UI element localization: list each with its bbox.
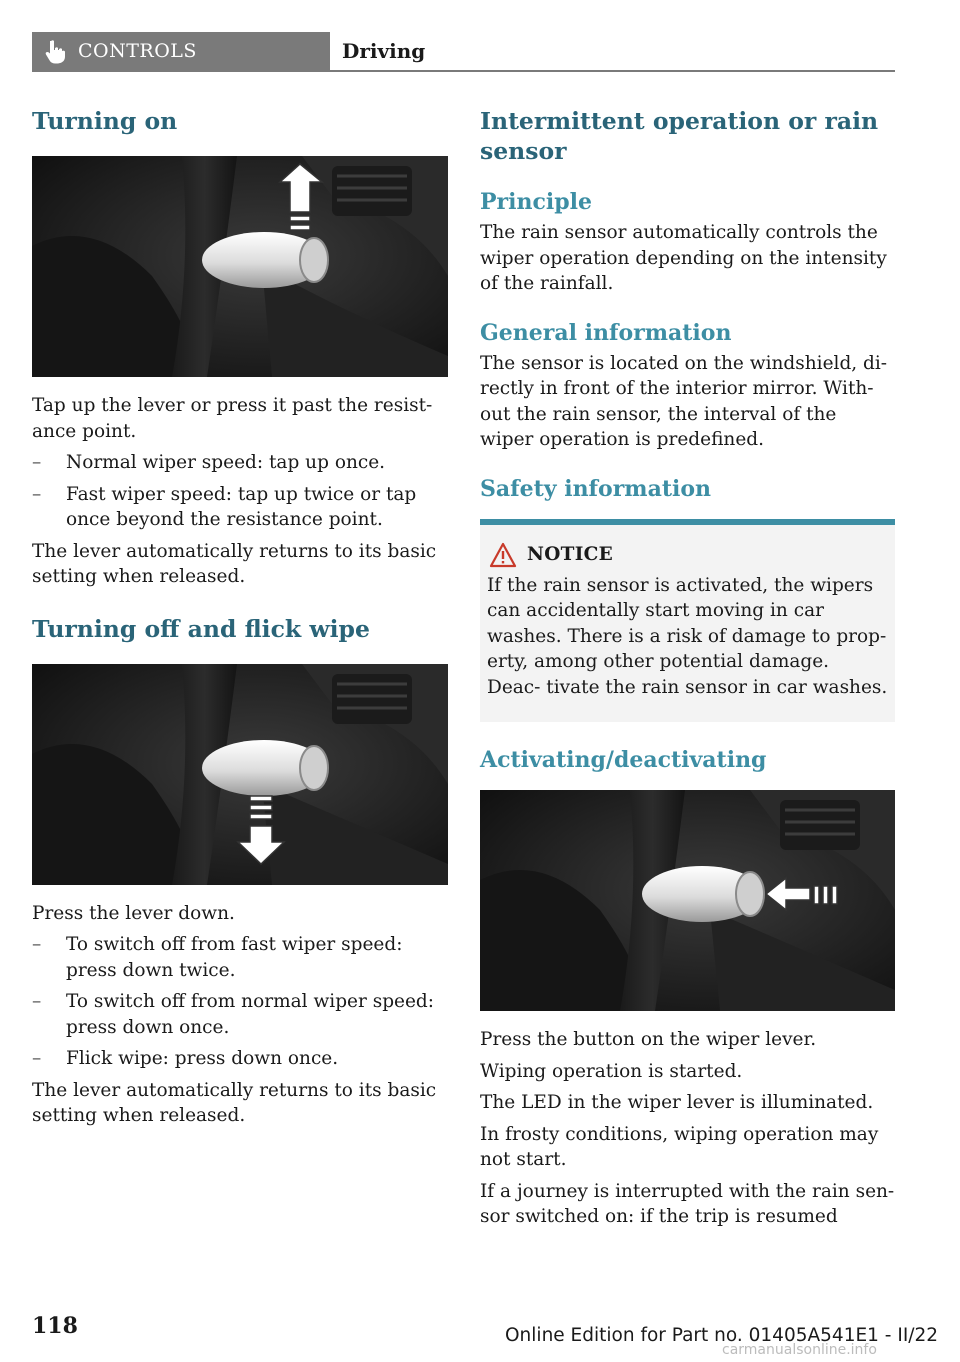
principle-text: The rain sensor automatically controls the wiper operation depending on the intensity of the rainfall. <box>480 222 887 294</box>
heading-turning-on: Turning on <box>32 107 178 135</box>
turning-off-intro: Press the lever down. <box>32 902 235 924</box>
activating-text-5: If a journey is interrupted with the rain sen‐ sor switched on: if the trip is resumed <box>480 1180 895 1227</box>
heading-safety: Safety information <box>480 475 712 502</box>
list-item: – To switch off from fast wiper speed: press down twice. <box>32 932 448 983</box>
wiper-lever-tap-up-image <box>32 156 448 377</box>
notice-label: NOTICE <box>527 544 614 565</box>
list-item: – Flick wipe: press down once. <box>32 1046 448 1072</box>
notice-header <box>487 539 888 571</box>
wiper-lever-button-press-image <box>480 790 895 1011</box>
header-rule <box>32 70 895 72</box>
general-text: The sensor is located on the windshield, di‐ rectly in front of the interior mirror. With‐ out the rain sensor, the interval of the wiper operation is predefined. <box>480 352 888 450</box>
warning-triangle-icon <box>489 542 517 568</box>
heading-activating: Activating/deactivating <box>480 747 767 773</box>
turning-on-list <box>32 450 448 533</box>
turning-on-outro: The lever automatically returns to its basic setting when released. <box>32 540 437 587</box>
activating-text-3: The LED in the wiper lever is illuminated. <box>480 1092 874 1113</box>
edition-note: Online Edition for Part no. 01405A541E1 - II/22 <box>505 1325 939 1346</box>
list-item: – To switch off from normal wiper speed: press down once. <box>32 989 448 1040</box>
heading-intermittent: Intermittent operation or rain sensor <box>480 107 879 165</box>
left-column <box>32 106 448 1129</box>
watermark[interactable]: carmanualsonline.info <box>722 1342 877 1358</box>
section-label: CONTROLS <box>78 40 197 62</box>
turning-off-outro: The lever automatically returns to its basic setting when released. <box>32 1079 437 1126</box>
activating-text-4: In frosty conditions, wiping operation may not start. <box>480 1123 879 1170</box>
chapter-title: Driving <box>342 39 426 63</box>
notice-text: If the rain sensor is activated, the wipers can accidentally start moving in car washes. There is a risk of damage to prop‐ erty, among other potential damage. Deac‐ tivate the rain sensor in car washes. <box>487 574 888 698</box>
right-column <box>480 106 895 1230</box>
heading-principle: Principle <box>480 189 592 215</box>
list-item: – Normal wiper speed: tap up once. <box>32 450 448 476</box>
activating-text-1: Press the button on the wiper lever. <box>480 1029 817 1050</box>
wiper-lever-press-down-image <box>32 664 448 885</box>
page-header <box>32 32 895 70</box>
activating-text-2: Wiping operation is started. <box>480 1060 743 1082</box>
heading-general: General information <box>480 319 732 346</box>
turning-off-list <box>32 932 448 1072</box>
notice-box <box>480 519 895 723</box>
turning-on-intro: Tap up the lever or press it past the resist‐ ance point. <box>32 395 433 442</box>
section-tab[interactable] <box>32 32 330 70</box>
page-number: 118 <box>32 1313 78 1339</box>
heading-turning-off: Turning off and flick wipe <box>32 614 370 643</box>
hand-pointer-icon <box>42 38 68 64</box>
list-item: – Fast wiper speed: tap up twice or tap once beyond the resistance point. <box>32 482 448 533</box>
